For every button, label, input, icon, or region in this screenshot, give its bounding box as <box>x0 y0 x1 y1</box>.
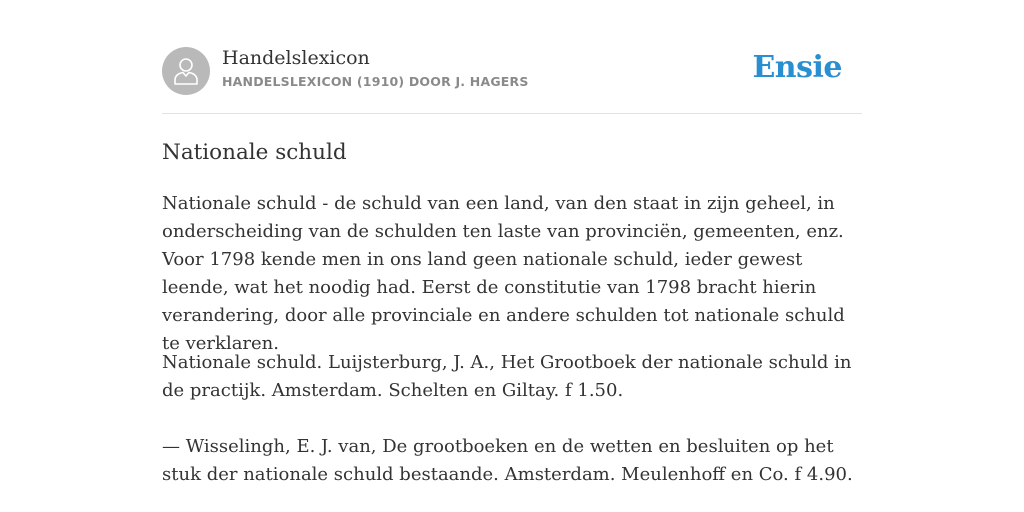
author-name[interactable]: Handelslexicon <box>222 47 370 69</box>
author-header <box>162 46 862 96</box>
avatar[interactable] <box>162 47 210 95</box>
article-paragraph: — Wisselingh, E. J. van, De grootboeken en de wetten en besluiten op het stuk der nationale schuld bestaande. Amsterdam. Meulenhoff en Co. f 4.90. <box>162 436 853 485</box>
user-icon <box>172 56 200 86</box>
article-title: Nationale schuld <box>162 140 347 165</box>
author-subtitle: HANDELSLEXICON (1910) DOOR J. HAGERS <box>222 74 529 89</box>
article-paragraph: Nationale schuld. Luijsterburg, J. A., Het Grootboek der nationale schuld in de practijk. Amsterdam. Schelten en Giltay. f 1.50. <box>162 352 852 401</box>
divider <box>162 113 862 114</box>
article-paragraph: Nationale schuld - de schuld van een land, van den staat in zijn geheel, in onderscheiding van de schulden ten laste van provinciën, gemeenten, enz. Voor 1798 kende men in ons land geen nationale schuld, ieder gewest leende, wat het noodig had. Eerst de constitutie van 1798 bracht hierin verandering, door alle provinciale en andere schulden tot nationale schuld te verklaren. <box>162 193 845 354</box>
ensie-logo[interactable]: Ensie <box>752 50 842 85</box>
